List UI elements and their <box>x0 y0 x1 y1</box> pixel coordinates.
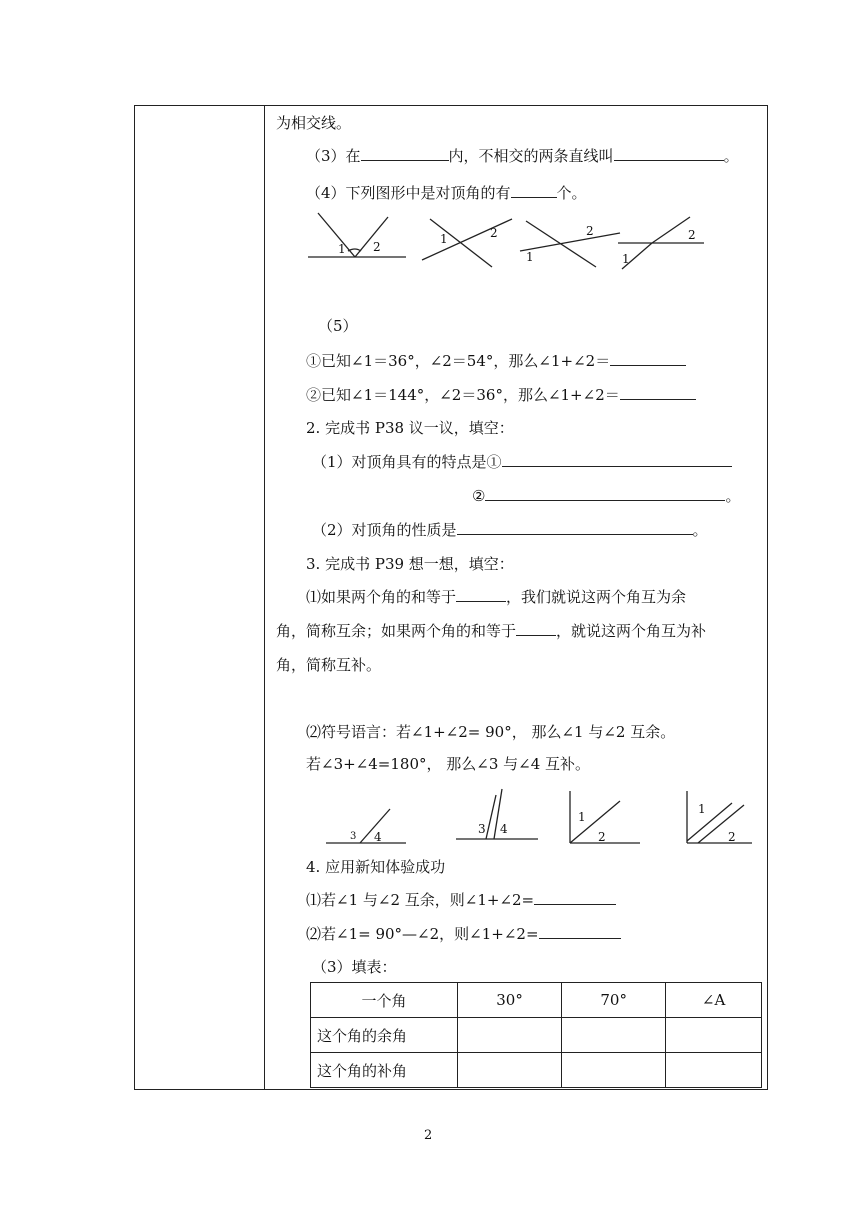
question-3 <box>306 146 739 166</box>
text: 。 <box>723 147 739 165</box>
text: ⑴若∠1 与∠2 互余，则∠1+∠2= <box>306 891 535 909</box>
answer-cell[interactable] <box>562 1018 666 1053</box>
page-number: 2 <box>424 1128 433 1143</box>
answer-blank[interactable] <box>457 520 693 535</box>
answer-blank[interactable] <box>516 621 556 636</box>
text: （2）对顶角的性质是 <box>312 521 457 539</box>
answer-cell[interactable] <box>562 1053 666 1088</box>
angle-label-1: 1 <box>440 232 448 246</box>
text: 内，不相交的两条直线叫 <box>448 147 614 165</box>
text: 。 <box>692 521 708 539</box>
symbol-language-line: 若∠3+∠4=180°， 那么∠3 与∠4 互补。 <box>306 755 591 773</box>
text: ⑵若∠1= 90°—∠2，则∠1+∠2= <box>306 925 539 943</box>
angle-label-2: 2 <box>598 830 606 844</box>
angle-label-3: 3 <box>350 831 357 842</box>
table-header-cell: ∠A <box>666 983 762 1018</box>
answer-cell[interactable] <box>666 1053 762 1088</box>
text: （3）在 <box>306 147 361 165</box>
text: （1）对顶角具有的特点是① <box>312 453 502 471</box>
text-line: 角，简称互补。 <box>276 656 382 674</box>
angle-label-2: 2 <box>490 226 498 240</box>
angle-label-1: 1 <box>338 242 346 256</box>
angle-label-2: 2 <box>688 228 696 242</box>
section-2-heading: 2. 完成书 P38 议一议，填空： <box>306 419 514 437</box>
answer-blank[interactable] <box>614 146 724 161</box>
table-header-cell: 一个角 <box>311 983 458 1018</box>
question-2-2 <box>312 520 708 540</box>
question-3-1b <box>276 621 706 641</box>
answer-cell[interactable] <box>666 1018 762 1053</box>
text: 角，简称互余；如果两个角的和等于 <box>276 622 517 640</box>
answer-blank[interactable] <box>502 452 732 467</box>
question-5-2 <box>306 385 696 405</box>
text: ，我们就说这两个角互为余 <box>506 588 687 606</box>
table-row <box>311 1018 762 1053</box>
angle-label-1: 1 <box>526 250 534 264</box>
angle-label-1: 1 <box>698 802 706 816</box>
answer-cell[interactable] <box>458 1018 562 1053</box>
text: 。 <box>725 487 741 505</box>
question-5-1 <box>306 351 686 371</box>
answer-blank[interactable] <box>485 486 725 501</box>
answer-blank[interactable] <box>539 924 621 939</box>
answer-blank[interactable] <box>456 587 506 602</box>
answer-blank[interactable] <box>361 146 449 161</box>
table-header-cell: 70° <box>562 983 666 1018</box>
text: 个。 <box>556 184 587 202</box>
fill-in-table <box>310 982 762 1088</box>
question-5: （5） <box>318 317 358 335</box>
row-label: 这个角的余角 <box>311 1018 458 1053</box>
angle-label-2: 2 <box>728 830 736 844</box>
angle-label-1: 1 <box>578 810 586 824</box>
answer-blank[interactable] <box>511 183 557 198</box>
question-4 <box>306 183 587 203</box>
text-line: 为相交线。 <box>276 114 352 132</box>
text: ，就说这两个角互为补 <box>556 622 707 640</box>
text: ② <box>472 487 486 505</box>
answer-blank[interactable] <box>610 351 686 366</box>
table-row <box>311 1053 762 1088</box>
text: ⑴如果两个角的和等于 <box>306 588 457 606</box>
vertical-angle-figures <box>300 205 720 275</box>
column-divider <box>264 105 265 1090</box>
question-4-3: （3）填表： <box>312 958 397 976</box>
angle-label-2: 2 <box>373 240 381 254</box>
question-4-2 <box>306 924 621 944</box>
angle-label-4: 4 <box>500 822 508 836</box>
question-4-1 <box>306 890 616 910</box>
question-2-1b <box>472 486 740 506</box>
section-4-heading: 4. 应用新知体验成功 <box>306 858 446 876</box>
text: ②已知∠1＝144°，∠2＝36°，那么∠1+∠2＝ <box>306 386 620 404</box>
row-label: 这个角的补角 <box>311 1053 458 1088</box>
angle-label-3: 3 <box>478 822 486 836</box>
table-row <box>311 983 762 1018</box>
angle-label-4: 4 <box>374 830 382 844</box>
text: ①已知∠1＝36°，∠2＝54°，那么∠1+∠2＝ <box>306 352 611 370</box>
angle-label-1: 1 <box>622 252 630 266</box>
angle-pair-figures <box>320 785 760 855</box>
symbol-language-line: ⑵符号语言：若∠1+∠2= 90°， 那么∠1 与∠2 互余。 <box>306 723 676 741</box>
question-2-1 <box>312 452 732 472</box>
answer-blank[interactable] <box>620 385 696 400</box>
answer-blank[interactable] <box>534 890 616 905</box>
question-3-1 <box>306 587 686 607</box>
angle-label-2: 2 <box>586 224 594 238</box>
answer-cell[interactable] <box>458 1053 562 1088</box>
section-3-heading: 3. 完成书 P39 想一想，填空： <box>306 555 514 573</box>
text: （4）下列图形中是对顶角的有 <box>306 184 511 202</box>
table-header-cell: 30° <box>458 983 562 1018</box>
